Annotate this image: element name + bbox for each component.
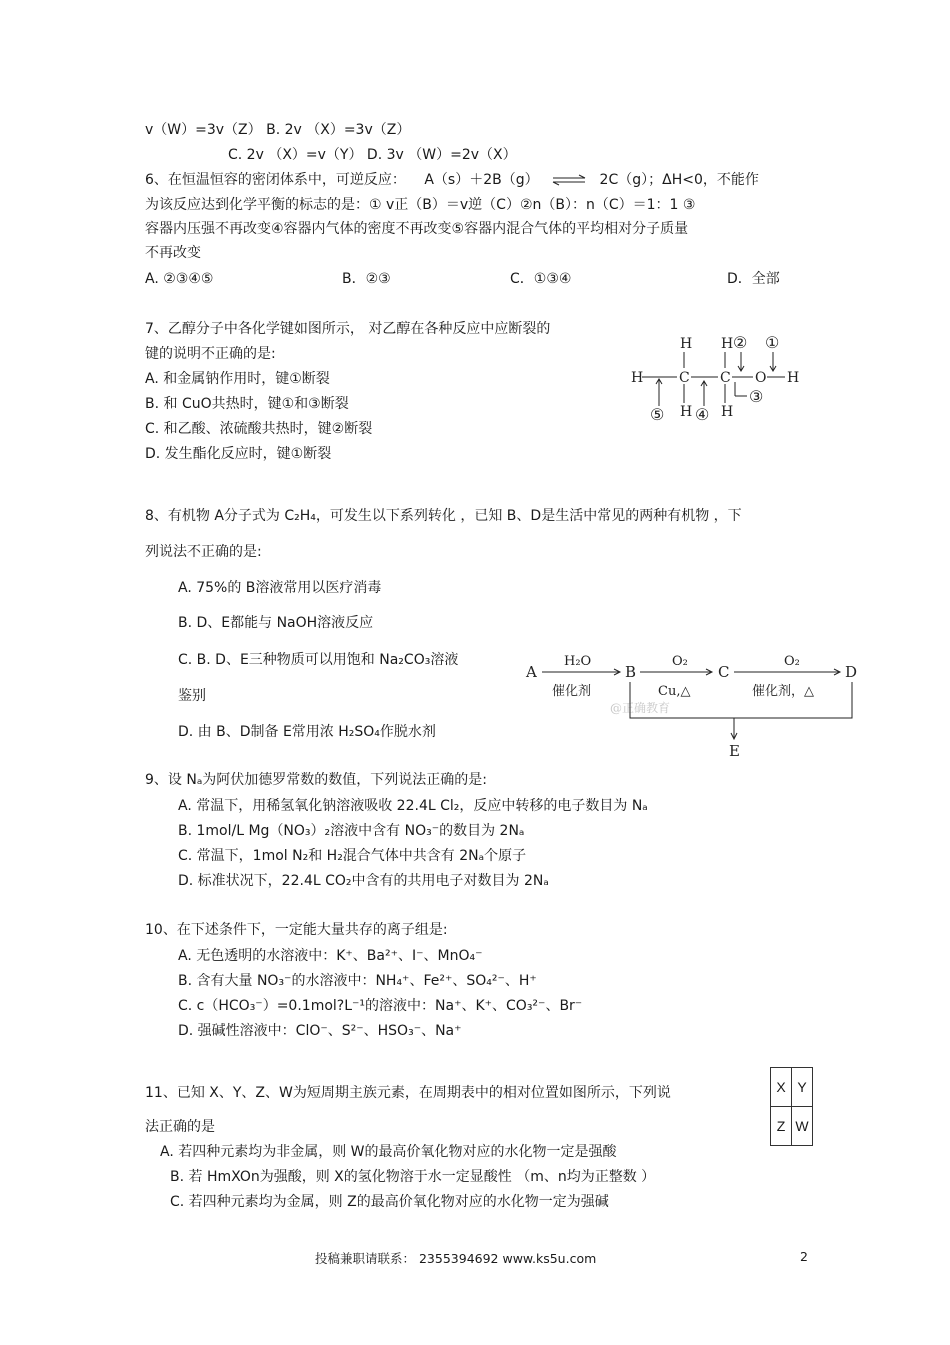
arrow1-bottom-label: 催化剂 (552, 684, 592, 699)
atom-c1: C (679, 370, 690, 386)
atom-c2: C (720, 370, 731, 386)
q8-option-c: C. B. D、E三种物质可以用饱和 Na₂CO₃溶液 (178, 652, 459, 668)
ethanol-bond-diagram (625, 330, 805, 430)
q7-option-b: B. 和 CuO共热时，键①和③断裂 (145, 396, 349, 412)
q6-reaction-left: A（s）＋2B（g） (424, 172, 539, 188)
arrow1-top-label: H₂O (564, 654, 592, 669)
q11-option-c: C. 若四种元素均为金属，则 Z的最高价氧化物对应的水化物一定为强碱 (170, 1194, 609, 1210)
q10-option-c: C. c（HCO₃⁻）=0.1mol?L⁻¹的溶液中：Na⁺、K⁺、CO₃²⁻、Br⁻ (178, 998, 583, 1014)
q6-option-a: A. ②③④⑤ (145, 271, 214, 287)
node-d: D (845, 663, 858, 681)
q11-option-a: A. 若四种元素均为非金属，则 W的最高价氧化物对应的水化物一定是强酸 (160, 1144, 617, 1160)
q9-stem: 9、设 Nₐ为阿伏加德罗常数的数值，下列说法正确的是: (145, 772, 488, 788)
atom-o: O (755, 370, 767, 386)
q10-option-a: A. 无色透明的水溶液中：K⁺、Ba²⁺、I⁻、MnO₄⁻ (178, 948, 483, 964)
table-cell-z: Z (771, 1107, 792, 1146)
q10-stem: 10、在下述条件下，一定能大量共存的离子组是: (145, 922, 448, 938)
q8-option-c-cont: 鉴别 (178, 688, 206, 704)
q6-reaction-right: 2C（g）；ΔH<0，不能作 (599, 172, 759, 188)
q7-option-d: D. 发生酯化反应时，键①断裂 (145, 446, 332, 462)
atom-h-right: H (787, 370, 800, 386)
atom-h-bottom-left: H (680, 404, 693, 420)
q9-option-a: A. 常温下，用稀氢氧化钠溶液吸收 22.4L Cl₂，反应中转移的电子数目为 Nₐ (178, 798, 648, 814)
q6-stem-line3: 容器内压强不再改变④容器内气体的密度不再改变⑤容器内混合气体的平均相对分子质量 (145, 221, 689, 237)
atom-h-top-left: H (680, 336, 693, 352)
table-cell-w: W (792, 1107, 813, 1146)
arrow3-bottom-label: 催化剂，△ (752, 684, 814, 699)
q9-option-c: C. 常温下，1mol N₂和 H₂混合气体中共含有 2Nₐ个原子 (178, 848, 527, 864)
q11-stem-line2: 法正确的是 (145, 1119, 215, 1135)
table-cell-x: X (771, 1068, 792, 1107)
footer-contact: 投稿兼职请联系： 2355394692 www.ks5u.com (315, 1251, 597, 1266)
q6-option-b: B．②③ (342, 271, 391, 287)
bond-mark-5: ⑤ (650, 405, 665, 424)
q8-option-d: D. 由 B、D制备 E常用浓 H₂SO₄作脱水剂 (178, 724, 436, 740)
q10-option-d: D. 强碱性溶液中：ClO⁻、S²⁻、HSO₃⁻、Na⁺ (178, 1023, 462, 1039)
bond-mark-4: ④ (695, 405, 710, 424)
bond-mark-3: ③ (749, 387, 764, 406)
page-number: 2 (800, 1249, 808, 1264)
watermark: @正确教育 (610, 701, 671, 715)
q7-option-a: A. 和金属钠作用时，键①断裂 (145, 371, 330, 387)
q6-stem-line2: 为该反应达到化学平衡的标志的是：① v正（B）＝v逆（C）②n（B）：n（C）＝1：1 ③ (145, 197, 696, 213)
periodic-position-table (770, 1067, 813, 1146)
q9-option-d: D. 标准状况下，22.4L CO₂中含有的共用电子对数目为 2Nₐ (178, 873, 549, 889)
bond-mark-2: ② (733, 333, 748, 352)
q8-option-b: B. D、E都能与 NaOH溶液反应 (178, 615, 374, 631)
arrow3-top-label: O₂ (784, 654, 800, 669)
reversible-arrow-icon (551, 174, 587, 186)
q5-line2: C. 2v （X）=v（Y） D. 3v （W）=2v（X） (228, 147, 517, 163)
atom-h-left: H (631, 370, 644, 386)
arrow2-bottom-label: Cu,△ (658, 684, 691, 699)
q7-stem-line2: 键的说明不正确的是: (145, 346, 276, 362)
bond-mark-1: ① (765, 333, 780, 352)
q9-option-b: B. 1mol/L Mg（NO₃）₂溶液中含有 NO₃⁻的数目为 2Nₐ (178, 823, 525, 839)
atom-h-bottom-right: H (721, 404, 734, 420)
q6-option-d: D．全部 (727, 271, 780, 287)
node-b: B (625, 663, 637, 681)
table-cell-y: Y (792, 1068, 813, 1107)
node-a: A (526, 663, 537, 681)
conversion-scheme-diagram (522, 648, 867, 763)
arrow2-top-label: O₂ (672, 654, 688, 669)
node-e: E (729, 742, 740, 760)
q6-stem-line4: 不再改变 (145, 245, 201, 261)
node-c: C (718, 663, 730, 681)
q11-stem-line1: 11、已知 X、Y、Z、W为短周期主族元素，在周期表中的相对位置如图所示，下列说 (145, 1085, 671, 1101)
q10-option-b: B. 含有大量 NO₃⁻的水溶液中：NH₄⁺、Fe²⁺、SO₄²⁻、H⁺ (178, 973, 537, 989)
q8-stem-line1: 8、有机物 A分子式为 C₂H₄，可发生以下系列转化 ，已知 B、D是生活中常见的两种有机物 ，下 (145, 508, 742, 524)
q6-stem-line1 (145, 171, 759, 189)
q6-stem-prefix: 6、在恒温恒容的密闭体系中，可逆反应： (145, 172, 406, 188)
atom-h-top-right: H (721, 336, 734, 352)
q5-line1: v（W）=3v（Z） B. 2v （X）=3v（Z） (145, 122, 411, 138)
q6-option-c: C．①③④ (510, 271, 572, 287)
q8-stem-line2: 列说法不正确的是: (145, 544, 262, 560)
q7-stem-line1: 7、乙醇分子中各化学键如图所示， 对乙醇在各种反应中应断裂的 (145, 321, 551, 337)
q7-option-c: C. 和乙酸、浓硫酸共热时，键②断裂 (145, 421, 373, 437)
q11-option-b: B. 若 HmXOn为强酸，则 X的氢化物溶于水一定显酸性 （m、n均为正整数 ） (170, 1169, 656, 1185)
q8-option-a: A. 75%的 B溶液常用以医疗消毒 (178, 580, 382, 596)
